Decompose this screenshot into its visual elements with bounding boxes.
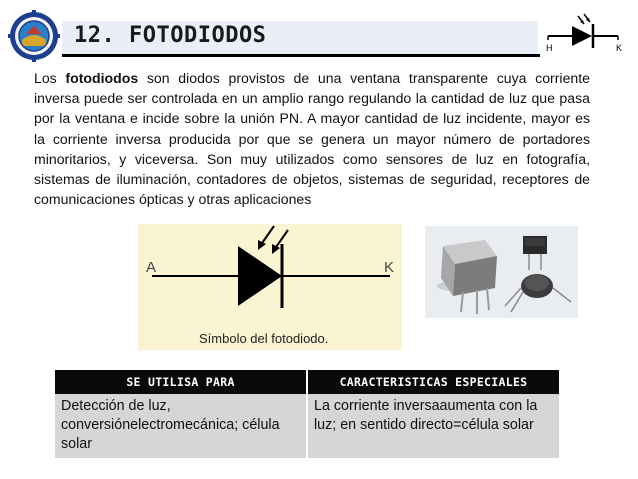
small-anode-label: H	[546, 43, 553, 53]
table-header-row	[55, 370, 559, 394]
diagram-cathode-label: K	[384, 259, 395, 276]
institution-logo	[8, 10, 60, 62]
title-underline	[62, 54, 540, 57]
paragraph-body: son diodos provistos de una ventana transparente cuya corriente inversa puede ser controlada en un amplio rango regulando la cantidad de luz que pasa por la ventana e incide sobre la unión PN. A mayor cantidad de luz incidente, mayor es la corriente inversa producida por que se genera un mayor número de portadores minoritarios, y viceversa. Son muy utilizados como sensores de luz en fotografía, sistemas de iluminación, contadores de objetos, sistemas de seguridad, receptores de comunicaciones ópticas y otras aplicaciones	[34, 70, 590, 208]
table-row	[55, 394, 559, 458]
usage-table	[55, 370, 559, 458]
page-title: 12. FOTODIODOS	[74, 23, 267, 48]
photodiode-symbol-small	[538, 12, 630, 56]
table-header-uses: SE UTILISA PARA	[55, 370, 307, 394]
diagram-caption: Símbolo del fotodiodo.	[199, 331, 329, 346]
paragraph-lead: Los	[34, 70, 66, 86]
description-paragraph	[34, 68, 590, 209]
small-cathode-label: K	[616, 43, 623, 53]
diagram-anode-label: A	[146, 259, 157, 276]
table-cell-characteristics: La corriente inversaaumenta con la luz; en sentido directo=célula solar	[307, 394, 559, 458]
table-cell-uses: Detección de luz, conversiónelectromecánica; célula solar	[55, 394, 307, 458]
photodiode-components-photo	[425, 226, 578, 318]
table-header-characteristics: CARACTERISTICAS ESPECIALES	[307, 370, 559, 394]
paragraph-bold-term: fotodiodos	[65, 70, 139, 86]
